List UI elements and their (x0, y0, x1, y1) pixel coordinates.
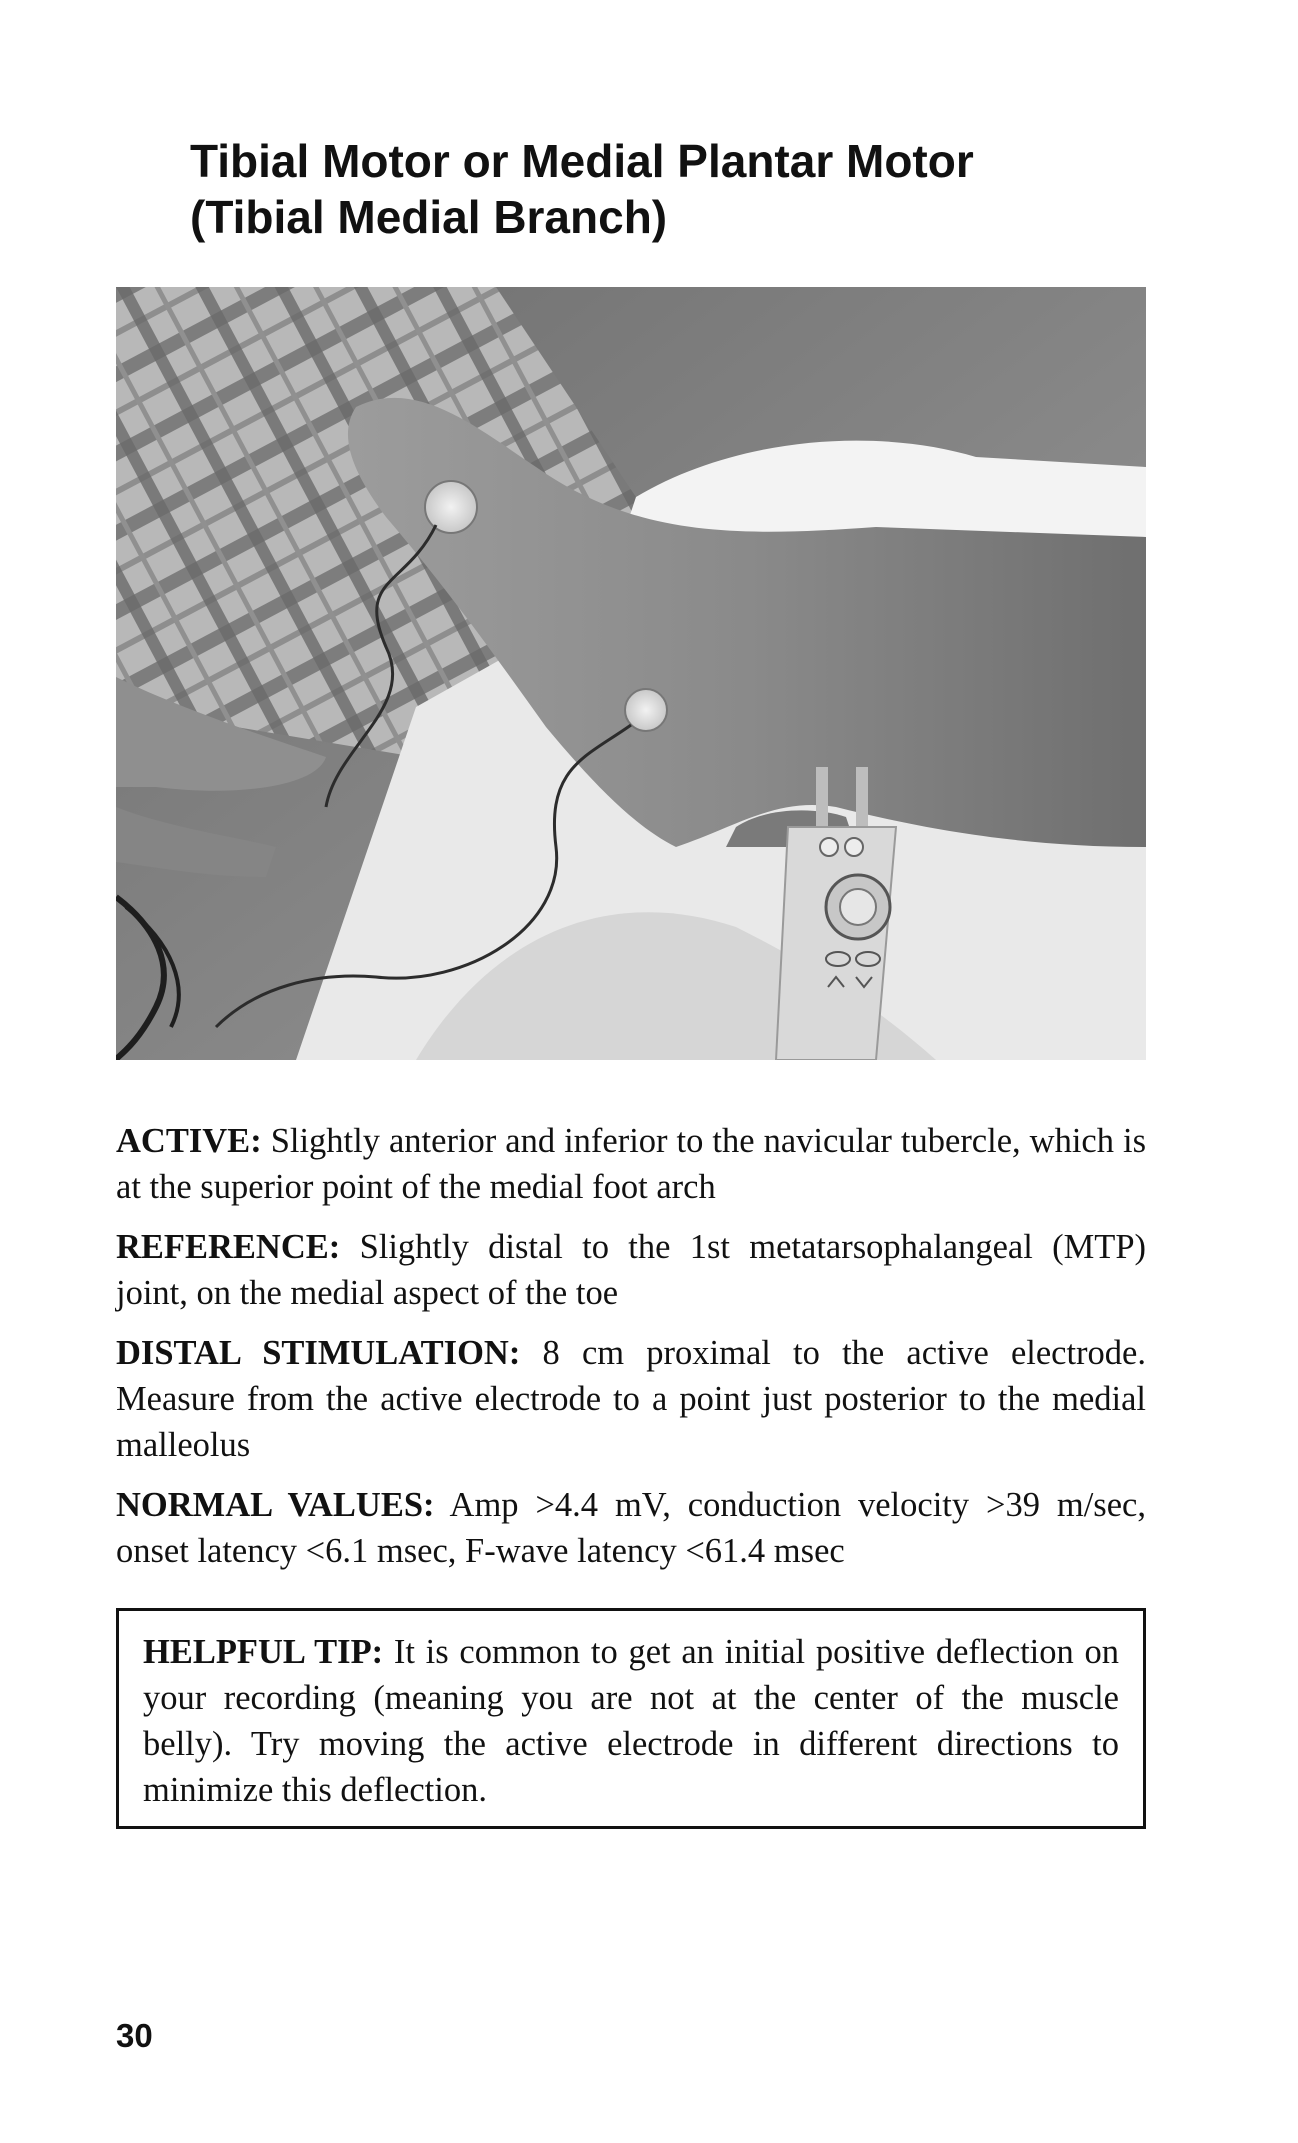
page-number: 30 (116, 2017, 153, 2054)
distal-stimulation-paragraph (116, 1330, 1146, 1468)
placement-instructions (116, 1118, 1146, 1588)
reference-label: REFERENCE: (116, 1228, 341, 1266)
normal-values-paragraph (116, 1482, 1146, 1574)
electrode-placement-photo (116, 287, 1146, 1060)
distal-stimulation-text: 8 cm proximal to the active electrode. Measure from the active electrode to a point just posterior to the medial malleolus (116, 1334, 1146, 1464)
helpful-tip-label: HELPFUL TIP: (143, 1633, 384, 1671)
helpful-tip-text: It is common to get an initial positive deflection on your recording (meaning you are not at the center of the muscle belly). Try moving the active electrode in different directions to minimize this deflection. (143, 1633, 1120, 1809)
reference-text: Slightly distal to the 1st metatarsophalangeal (MTP) joint, on the medial aspect of the toe (116, 1228, 1147, 1312)
page-title (190, 133, 1190, 245)
active-label: ACTIVE: (116, 1122, 262, 1160)
active-text: Slightly anterior and inferior to the navicular tubercle, which is at the superior point of the medial foot arch (116, 1122, 1146, 1206)
page-title-line-2: (Tibial Medial Branch) (190, 191, 668, 243)
normal-values-text: Amp >4.4 mV, conduction velocity >39 m/sec, onset latency <6.1 msec, F-wave latency <61.4 msec (116, 1486, 1146, 1570)
reference-paragraph (116, 1224, 1146, 1316)
normal-values-label: NORMAL VALUES: (116, 1486, 435, 1524)
distal-stimulation-label: DISTAL STIMULATION: (116, 1334, 521, 1372)
helpful-tip-box (116, 1608, 1146, 1829)
active-paragraph (116, 1118, 1146, 1210)
page-title-line-1: Tibial Motor or Medial Plantar Motor (190, 135, 974, 187)
